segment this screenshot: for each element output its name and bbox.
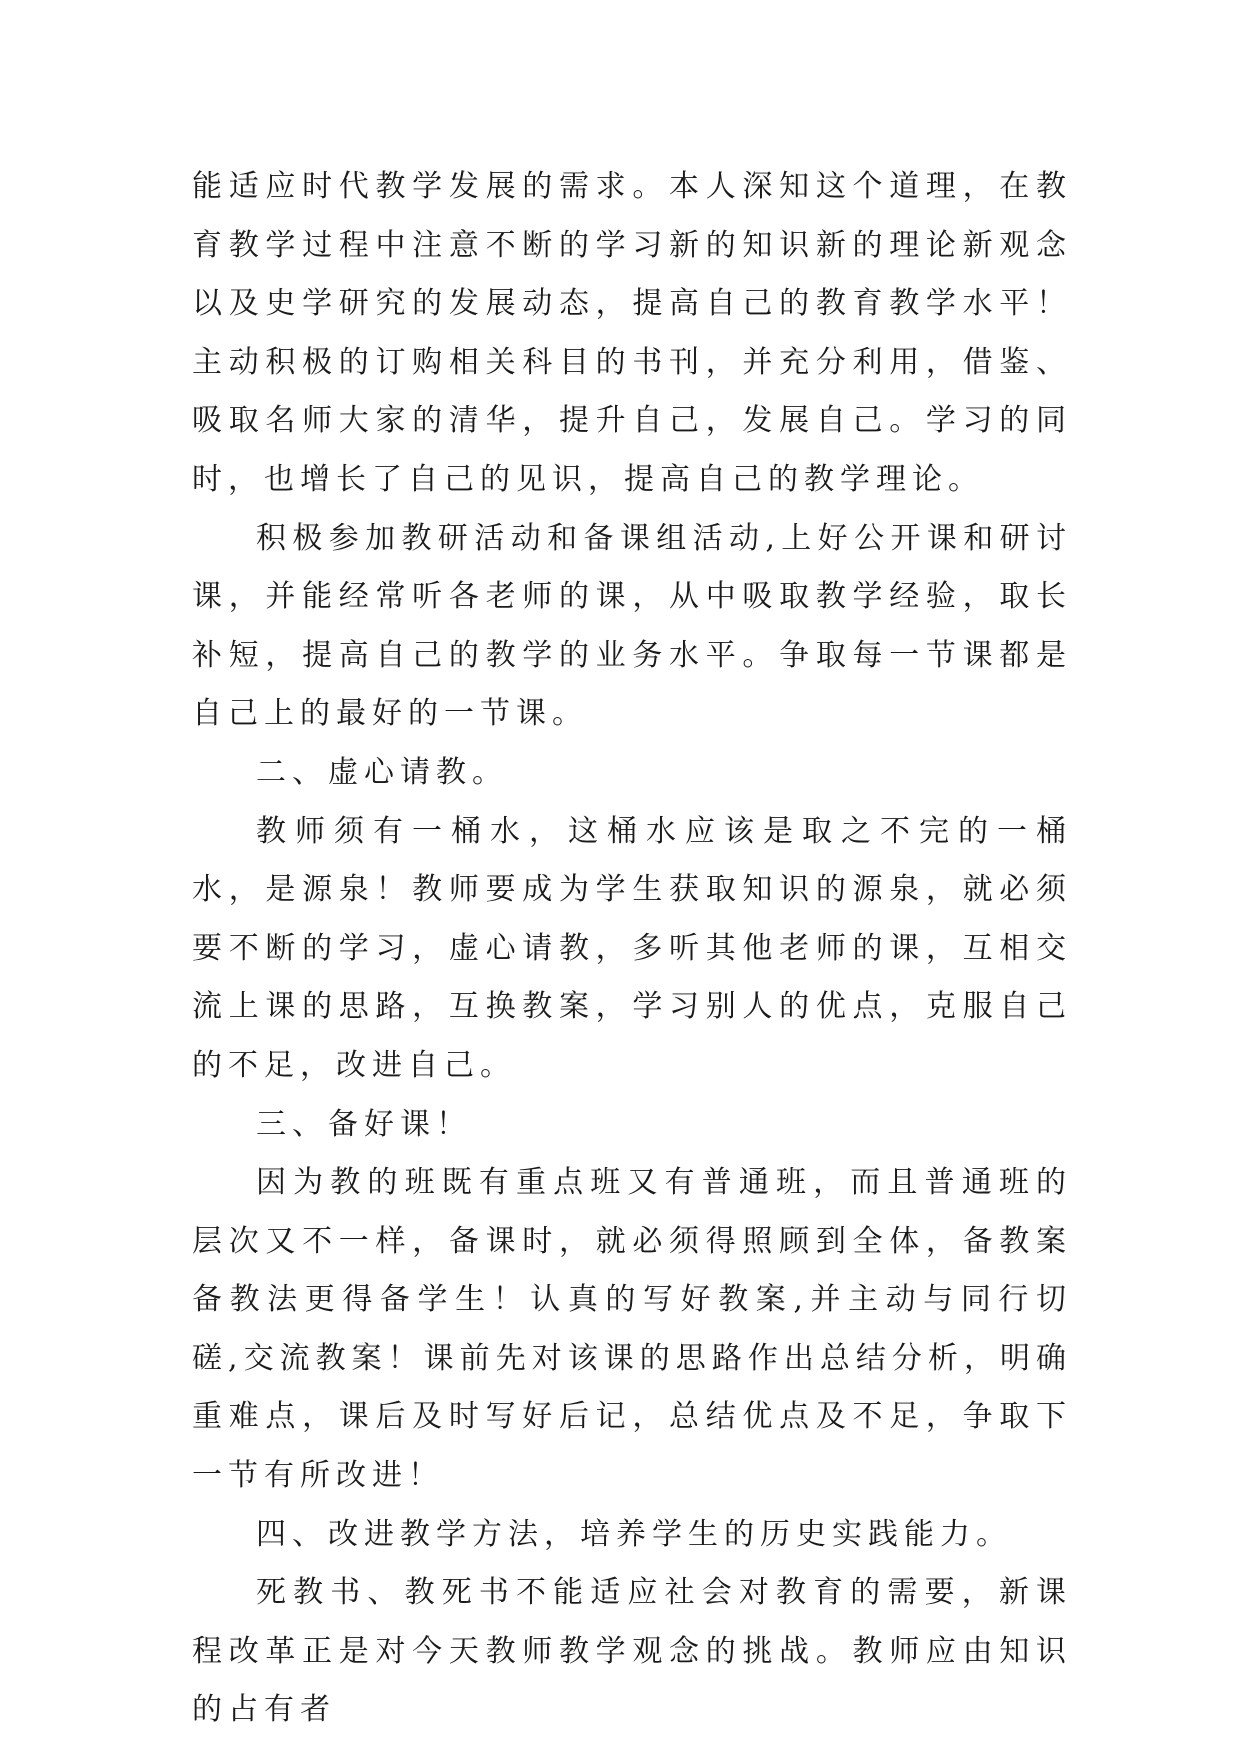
paragraph: 积极参加教研活动和备课组活动,上好公开课和研讨课，并能经常听各老师的课，从中吸取教学经验，取长补短，提高自己的教学的业务水平。争取每一节课都是自己上的最好的一节课。: [192, 520, 1072, 732]
paragraph: 死教书、教死书不能适应社会对教育的需要，新课程改革正是对今天教师教学观念的挑战。教师应由知识的占有者: [192, 1575, 1072, 1728]
section-heading: 四、改进教学方法，培养学生的历史实践能力。: [256, 1516, 1012, 1552]
paragraph: 因为教的班既有重点班又有普通班，而且普通班的层次又不一样，备课时，就必须得照顾到全体，备教案备教法更得备学生！认真的写好教案,并主动与同行切磋,交流教案！课前先对该课的思路作出总结分析，明确重难点，课后及时写好后记，总结优点及不足，争取下一节有所改进！: [192, 1165, 1072, 1494]
paragraph: 教师须有一桶水，这桶水应该是取之不完的一桶水，是源泉！教师要成为学生获取知识的源泉，就必须要不断的学习，虚心请教，多听其他老师的课，互相交流上课的思路，互换教案，学习别人的优点，克服自己的不足，改进自己。: [192, 813, 1072, 1083]
section-heading: 三、备好课！: [256, 1106, 472, 1142]
document-body: [192, 158, 1072, 1740]
section-heading: 二、虚心请教。: [256, 754, 508, 790]
paragraph: 能适应时代教学发展的需求。本人深知这个道理，在教育教学过程中注意不断的学习新的知识新的理论新观念以及史学研究的发展动态，提高自己的教育教学水平！主动积极的订购相关科目的书刊，并充分利用，借鉴、吸取名师大家的清华，提升自己，发展自己。学习的同时，也增长了自己的见识，提高自己的教学理论。: [192, 169, 1072, 497]
